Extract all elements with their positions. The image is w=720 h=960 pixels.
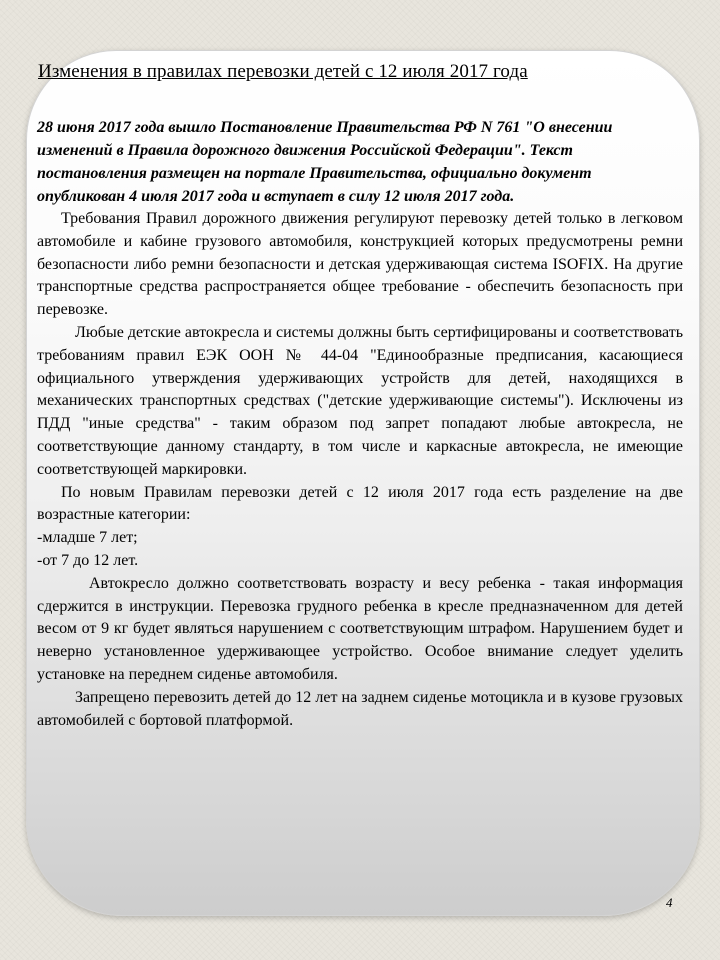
paragraph-certification: Любые детские автокресла и системы должны быть сертифицированы и соответствовать требованиям правил ЕЭК ООН № 44-04 "Единообразные предписания, касающиеся официального утверждения удерживающих устройств для детей, находящихся в механических транспортных средствах ("детские удерживающие системы"). Исключены из ПДД "иные средства" - таким образом под запрет попадают любые автокресла, не соответствующие данному стандарту, в том числе и каркасные автокресла, не имеющие соответствующей маркировки.: [37, 323, 683, 478]
lead-paragraph: 28 июня 2017 года вышло Постановление Правительства РФ N 761 "О внесении изменений в Правила дорожного движения Российской Федерации". Текст постановления размещен на портале Правительства, официально документ опубликован 4 июля 2017 года и вступает в силу 12 июля 2017 года.: [37, 119, 613, 205]
paragraph-age-categories: По новым Правилам перевозки детей с 12 июля 2017 года есть разделение на две возрастные категории:: [37, 483, 683, 524]
page-number: 4: [666, 895, 673, 910]
slide-content: [37, 116, 683, 732]
age-category-item: -младше 7 лет;: [37, 529, 138, 547]
paragraph-prohibition: Запрещено перевозить детей до 12 лет на заднем сиденье мотоцикла и в кузове грузовых автомобилей с бортовой платформой.: [37, 688, 683, 729]
age-category-item: -от 7 до 12 лет.: [37, 551, 139, 569]
slide-title: Изменения в правилах перевозки детей с 12 июля 2017 года: [38, 61, 528, 82]
paragraph-car-seat: Автокресло должно соответствовать возрасту и весу ребенка - такая информация сдержится в инструкции. Перевозка грудного ребенка в кресле предназначенном для детей весом от 9 кг будет являться нарушением с соответствующим штрафом. Нарушением будет и неверно установленное удерживающее устройство. Особое внимание следует уделить установке на переднем сиденье автомобиля.: [37, 574, 683, 683]
paragraph-requirements: Требования Правил дорожного движения регулируют перевозку детей только в легковом автомобиле и кабине грузового автомобиля, конструкцией которых предусмотрены ремни безопасности либо ремни безопасности и детская удерживающая система ISOFIX. На другие транспортные средства распространяется общее требование - обеспечить безопасность при перевозке.: [37, 210, 683, 319]
